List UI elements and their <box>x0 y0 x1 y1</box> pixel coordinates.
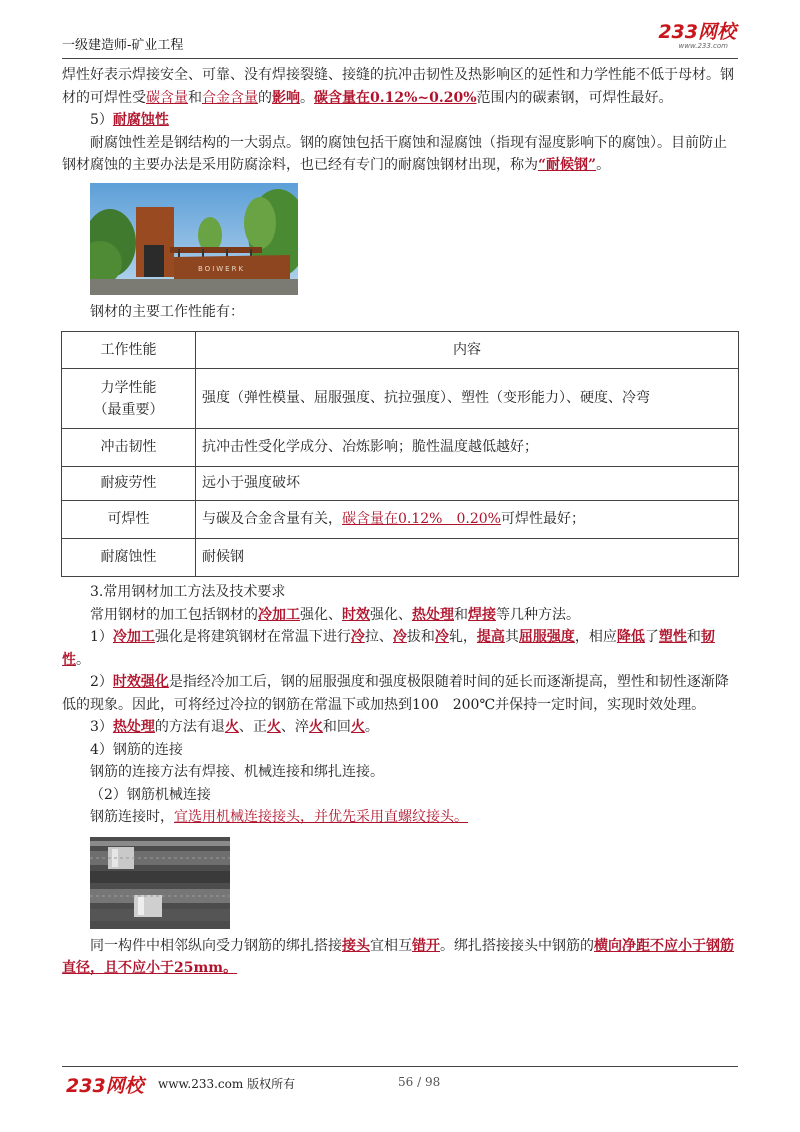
table-cell: 耐疲劳性 <box>62 467 196 501</box>
page-header <box>62 22 738 59</box>
footer-copyright: www.233.com 版权所有 <box>158 1077 296 1091</box>
table-row <box>62 369 739 429</box>
paragraph-processing: 常用钢材的加工包括钢材的冷加工强化、时效强化、热处理和焊接等几种方法。 <box>90 606 580 623</box>
logo-sub: www.233.com <box>678 42 728 50</box>
table-row <box>62 429 739 467</box>
paragraph-weldability: 焊性好表示焊接安全、可靠、没有焊接裂缝、接缝的抗冲击韧性及热影响区的延性和力学性能不低于母材。钢材的可焊性受碳含量和合金含量的影响。碳含量在0.12%~0.20%范围内的碳素钢，可焊性最好。 <box>62 67 734 106</box>
footer-logo: 233网校 <box>66 1075 144 1097</box>
table-intro: 钢材的主要工作性能有： <box>90 303 244 320</box>
table-cell: 耐腐蚀性 <box>62 539 196 577</box>
weathering-steel-photo <box>90 183 738 295</box>
photo-sign-text: BOIWERK <box>198 264 246 273</box>
table-header-cell: 工作性能 <box>62 332 196 369</box>
paragraph-aging: 2）时效强化是指经冷加工后，钢的屈服强度和强度极限随着时间的延长而逐渐提高，塑性和韧性逐渐降低的现象。因此，可将经过冷拉的钢筋在常温下或加热到100 200℃并保持一定时间，实现时效处理。 <box>62 674 729 713</box>
table-cell: 强度（弹性模量、屈服强度、抗拉强度）、塑性（变形能力）、硬度、冷弯 <box>196 369 739 429</box>
paragraph-connection: 钢筋的连接方法有焊接、机械连接和绑扎连接。 <box>90 764 384 780</box>
table-cell: 力学性能 （最重要） <box>62 369 196 429</box>
page-number: 56 / 98 <box>398 1075 441 1089</box>
table-cell: 可焊性 <box>62 501 196 539</box>
performance-table <box>61 331 739 577</box>
paragraph-cold-working: 1）冷加工强化是将建筑钢材在常温下进行冷拉、冷拔和冷轧，提高其屈服强度，相应降低了塑性和韧性。 <box>62 629 715 668</box>
section-processing-heading: 3.常用钢材加工方法及技术要求 <box>90 584 286 600</box>
table-row <box>62 539 739 577</box>
section-connection-heading: 4）钢筋的连接 <box>90 741 183 758</box>
paragraph-mechanical: 钢筋连接时，宜选用机械连接接头，并优先采用直螺纹接头。 <box>90 809 468 825</box>
section-mechanical-heading: （2）钢筋机械连接 <box>90 786 211 803</box>
table-cell: 与碳及合金含量有关，碳含量在0.12% 0.20%可焊性最好； <box>196 501 739 539</box>
page-content <box>62 64 738 980</box>
section-corrosion-heading: 5）耐腐蚀性 <box>90 112 169 128</box>
table-cell: 冲击韧性 <box>62 429 196 467</box>
table-row <box>62 501 739 539</box>
rebar-coupler-photo <box>90 837 738 929</box>
table-cell: 耐候钢 <box>196 539 739 577</box>
table-cell: 抗冲击性受化学成分、冶炼影响；脆性温度越低越好； <box>196 429 739 467</box>
paragraph-corrosion: 耐腐蚀性差是钢结构的一大弱点。钢的腐蚀包括干腐蚀和湿腐蚀（指现有湿度影响下的腐蚀）。目前防止钢材腐蚀的主要办法是采用防腐涂料，也已经有专门的耐腐蚀钢材出现，称为“耐候钢”。 <box>62 134 727 173</box>
table-row <box>62 467 739 501</box>
table-header-cell: 内容 <box>196 332 739 369</box>
paragraph-heat-treatment: 3）热处理的方法有退火、正火、淬火和回火。 <box>90 719 379 735</box>
table-header-row <box>62 332 739 369</box>
paragraph-lap-splice: 同一构件中相邻纵向受力钢筋的绑扎搭接接头宜相互错开。绑扎搭接接头中钢筋的横向净距不应小于钢筋直径，且不应小于25mm。 <box>62 937 734 976</box>
table-cell: 远小于强度破坏 <box>196 467 739 501</box>
logo <box>658 22 736 51</box>
header-title: 一级建造师-矿业工程 <box>62 38 184 53</box>
page-footer <box>62 1066 738 1097</box>
logo-main: 233网校 <box>658 21 736 43</box>
